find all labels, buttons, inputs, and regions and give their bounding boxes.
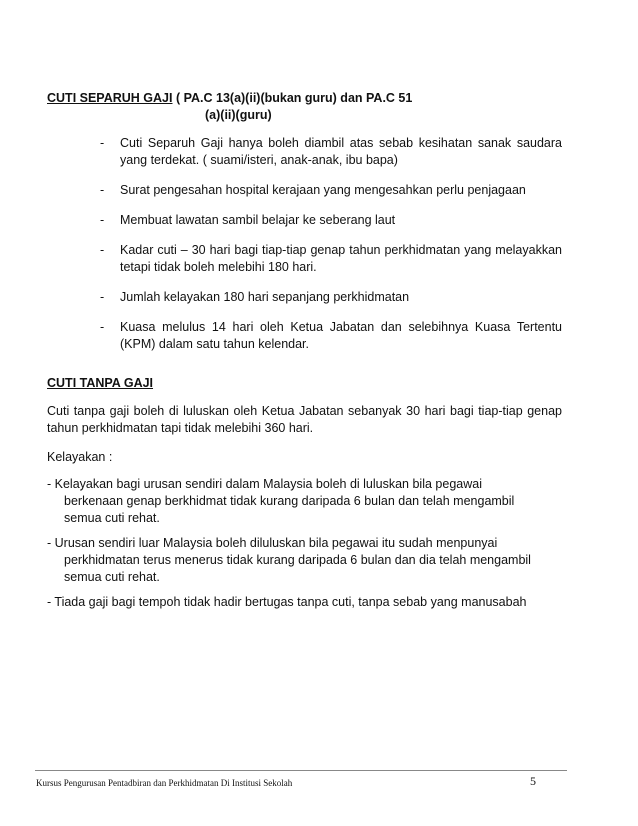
list-item: - Cuti Separuh Gaji hanya boleh diambil atas sebab kesihatan sanak saudara yang terdekat. ( suami/isteri, anak-anak, ibu bapa) <box>100 136 562 167</box>
footer-divider <box>35 770 567 771</box>
list-item: - Tiada gaji bagi tempoh tidak hadir bertugas tanpa cuti, tanpa sebab yang manusabah <box>47 595 527 609</box>
list-item: - Kadar cuti – 30 hari bagi tiap-tiap genap tahun perkhidmatan yang melayakkan tetapi tidak boleh melebihi 180 hari. <box>100 243 562 274</box>
paragraph-cuti-tanpa-gaji: Cuti tanpa gaji boleh di luluskan oleh Ketua Jabatan sebanyak 30 hari bagi tiap-tiap genap tahun perkhidmatan tapi tidak melebihi 360 hari. <box>47 404 562 435</box>
list-item: - Membuat lawatan sambil belajar ke seberang laut <box>100 213 396 227</box>
heading-line2: (a)(ii)(guru) <box>205 108 272 122</box>
bullet-list <box>100 135 562 366</box>
section-heading-cuti-tanpa-gaji: CUTI TANPA GAJI <box>47 376 154 390</box>
section-heading-cuti-separuh-gaji <box>47 90 412 124</box>
list-item: - Surat pengesahan hospital kerajaan yang mengesahkan perlu penjagaan <box>100 183 526 197</box>
footer-text: Kursus Pengurusan Pentadbiran dan Perkhidmatan Di Institusi Sekolah <box>36 778 293 788</box>
page-number: 5 <box>530 774 536 788</box>
list-item: - Jumlah kelayakan 180 hari sepanjang perkhidmatan <box>100 290 410 304</box>
heading-underlined-part: CUTI SEPARUH GAJI <box>47 91 173 105</box>
heading-rest: ( PA.C 13(a)(ii)(bukan guru) dan PA.C 51 <box>172 91 413 105</box>
list-item: - Urusan sendiri luar Malaysia boleh diluluskan bila pegawai itu sudah menpunyai perkhidmatan terus menerus tidak kurang daripada 6 bulan dan dia telah mengambil semua cuti rehat. <box>47 536 531 584</box>
eligibility-label: Kelayakan : <box>47 450 113 464</box>
list-item: - Kelayakan bagi urusan sendiri dalam Malaysia boleh di luluskan bila pegawai berkenaan genap berkhidmat tidak kurang daripada 6 bulan dan telah mengambil semua cuti rehat. <box>47 477 515 525</box>
list-item: - Kuasa melulus 14 hari oleh Ketua Jabatan dan selebihnya Kuasa Tertentu (KPM) dalam satu tahun kelendar. <box>100 320 562 351</box>
